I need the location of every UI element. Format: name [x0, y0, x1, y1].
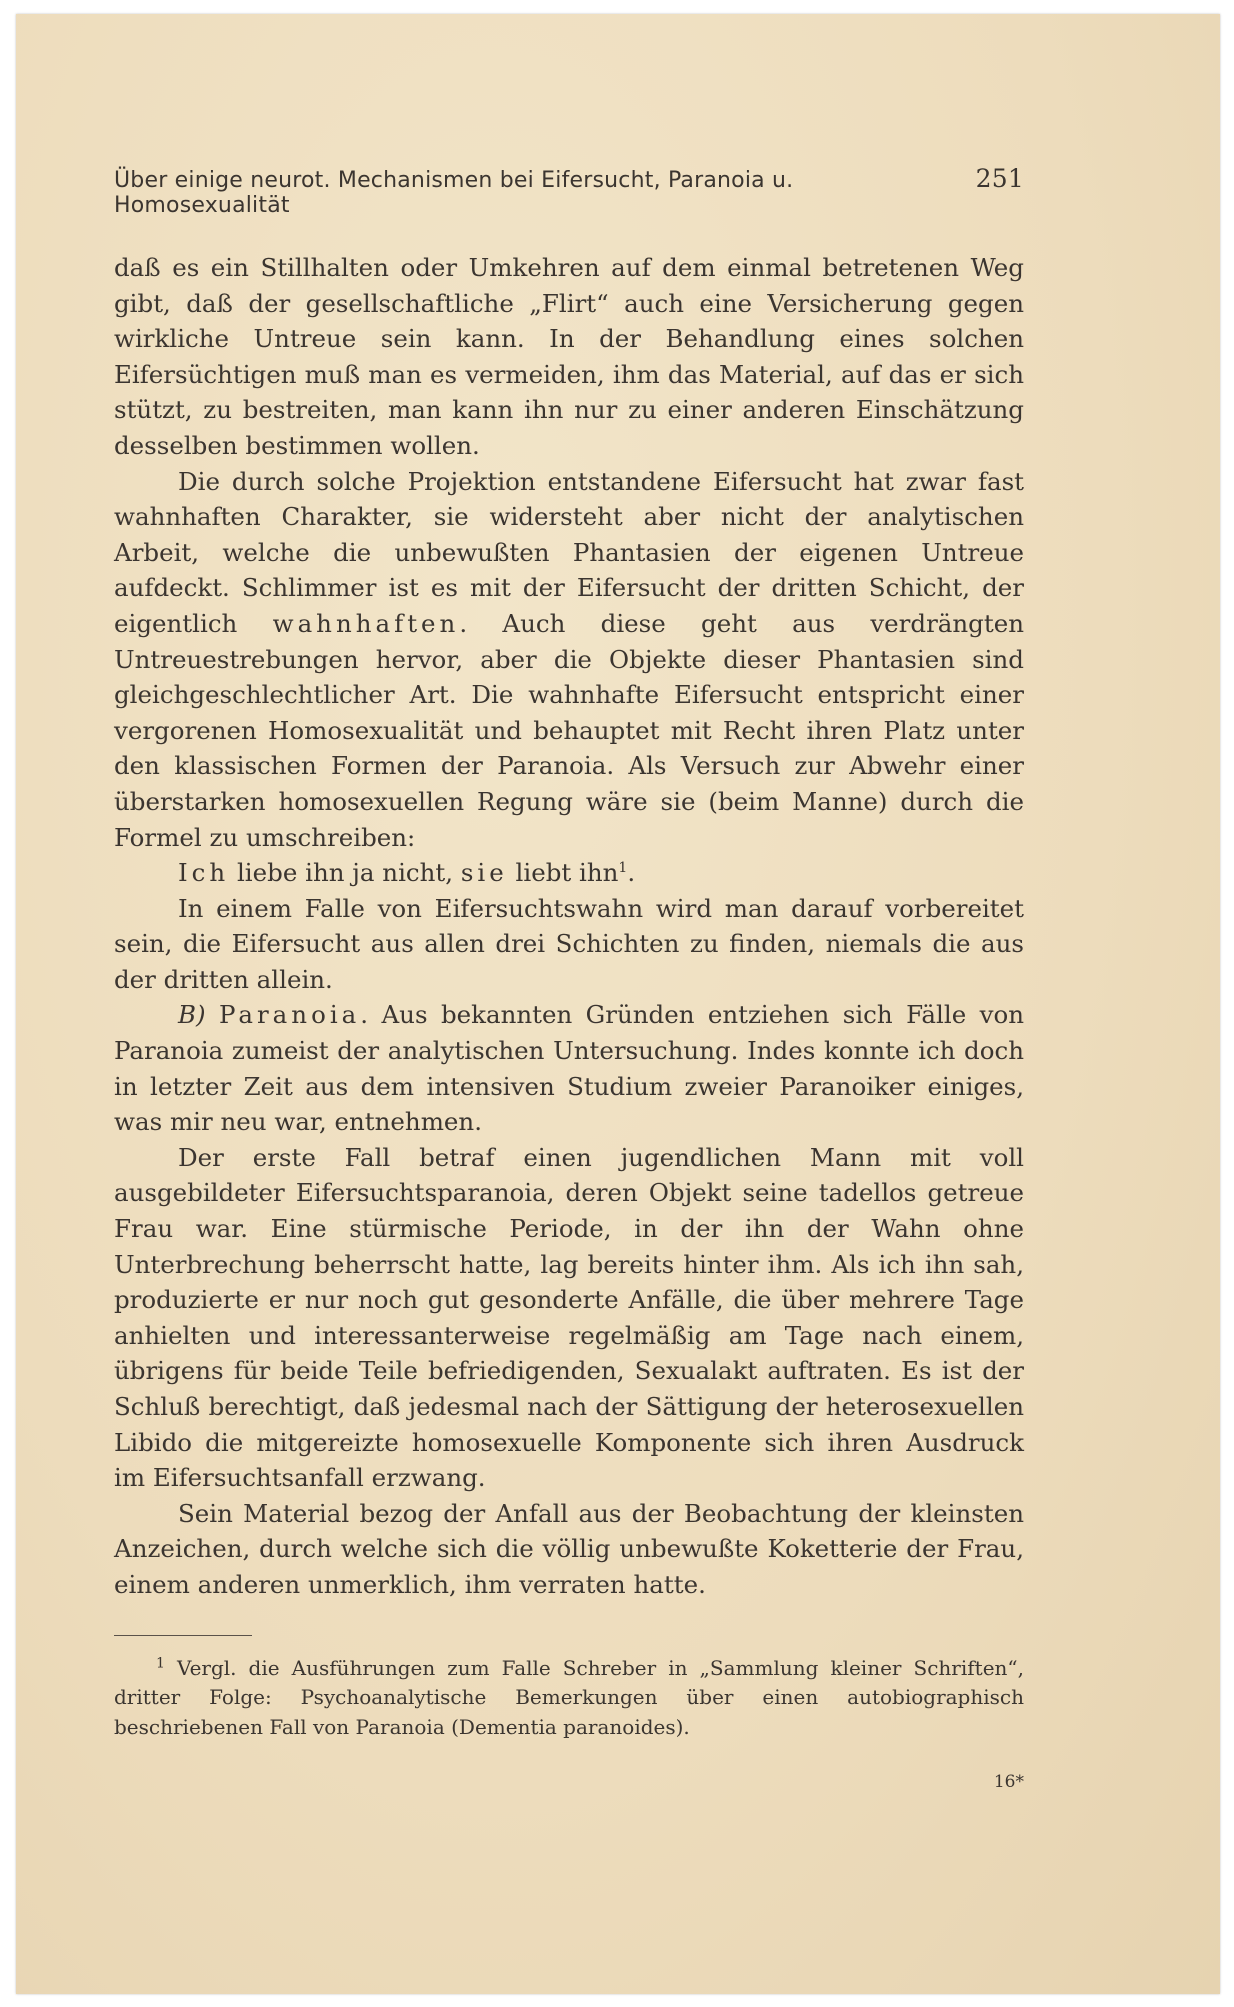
- footnote-divider: [114, 1635, 252, 1636]
- paragraph-6: Sein Material bezog der Anfall aus der Beobachtung der kleinsten Anzeichen, durch welche sich die völlig unbewußte Koketterie der Frau, einem anderen unmerklich, ihm verraten hatte.: [114, 1498, 1024, 1599]
- paragraph-5: Der erste Fall betraf einen jugendlichen Mann mit voll ausgebildeter Eifersuchtsparanoia, deren Objekt seine tadellos getreue Frau war. Eine stürmische Periode, in der ihn der Wahn ohne Unterbrechung beherrscht hatte, lag bereits hinter ihm. Als ich ihn sah, produzierte er nur noch gut gesonderte Anfälle, die über mehrere Tage anhielten und interessanterweise regelmäßig am Tage nach einem, übrigens für beide Teile befriedigenden, Sexualakt auftraten. Es ist der Schluß berechtigt, daß jedesmal nach der Sättigung der heterosexuellen Libido die mitgereizte homosexuelle Komponente sich ihren Ausdruck im Eifersuchtsanfall erzwang.: [114, 1142, 1024, 1493]
- section-label: B): [178, 1000, 206, 1030]
- paragraph-2: [114, 464, 1024, 856]
- paragraph-2-text-b: . Auch diese geht aus verdrängten Untreuestrebungen hervor, aber die Objekte dieser Phantasien sind gleichgeschlechtlicher Art. Die wahnhafte Eifersucht entspricht einer vergorenen Homosexualität und behauptet mit Recht ihren Platz unter den klassischen Formen der Paranoia. Als Versuch zur Abwehr einer überstarken homosexuellen Regung wäre sie (beim Manne) durch die Formel zu umschreiben:: [114, 608, 1024, 852]
- formula-period: .: [627, 858, 636, 888]
- section-heading-paranoia: Paranoia: [218, 1000, 361, 1030]
- paragraph-1: daß es ein Stillhalten oder Umkehren auf dem einmal betretenen Weg gibt, daß der gesellschaftliche „Flirt“ auch eine Versicherung gegen wirkliche Untreue sein kann. In der Behandlung eines solchen Eifersüchtigen muß man es vermeiden, ihm das Material, auf das er sich stützt, zu bestreiten, man kann ihn nur zu einer anderen Einschätzung desselben bestimmen wollen.: [114, 253, 1024, 460]
- signature-mark: 16*: [993, 1772, 1024, 1793]
- formula-end-text: liebt ihn: [507, 858, 619, 888]
- footnote-reference: 1: [618, 859, 628, 876]
- footnote-mark: 1: [156, 1654, 165, 1671]
- page-content: [114, 164, 1024, 1792]
- footnote-text: Vergl. die Ausführungen zum Falle Schreber in „Sammlung kleiner Schriften“, dritter Folge: Psychoanalytische Bemerkungen über einen autobiographisch beschriebenen Fall von Paranoia (Dementia paranoides).: [114, 1655, 1024, 1739]
- book-page: [16, 14, 1220, 1994]
- formula-ich: Ich: [178, 858, 230, 888]
- running-title: Über einige neurot. Mechanismen bei Eifersucht, Paranoia u. Homosexualität: [114, 168, 794, 218]
- page-number: 251: [975, 164, 1024, 193]
- paragraph-4-text: . Aus bekannten Gründen entziehen sich Fälle von Paranoia zumeist der analytischen Untersuchung. Indes konnte ich doch in letzter Zeit aus dem intensiven Studium zweier Paranoiker einiges, was mir neu war, entnehmen.: [114, 1000, 1024, 1137]
- formula-middle: liebe ihn ja nicht,: [229, 858, 461, 888]
- formula-line: [114, 855, 1024, 891]
- formula-sie: sie: [460, 858, 508, 888]
- paragraph-2-text-a: Die durch solche Projektion entstandene Eifersucht hat zwar fast wahnhaften Charakter, sie widersteht aber nicht der analytischen Arbeit, welche die unbewußten Phantasien der eigenen Untreue aufdeckt. Schlimmer ist es mit der Eifersucht der dritten Schicht, der eigentlich: [114, 466, 1024, 638]
- paragraph-3: In einem Falle von Eifersuchtswahn wird man darauf vorbereitet sein, die Eifersucht aus allen drei Schichten zu finden, niemals die aus der dritten allein.: [114, 893, 1024, 994]
- running-header: [114, 164, 1024, 218]
- paragraph-4: [114, 997, 1024, 1139]
- spaced-word-wahnhaften: wahnhaften: [272, 608, 460, 638]
- footnote: [114, 1654, 1024, 1743]
